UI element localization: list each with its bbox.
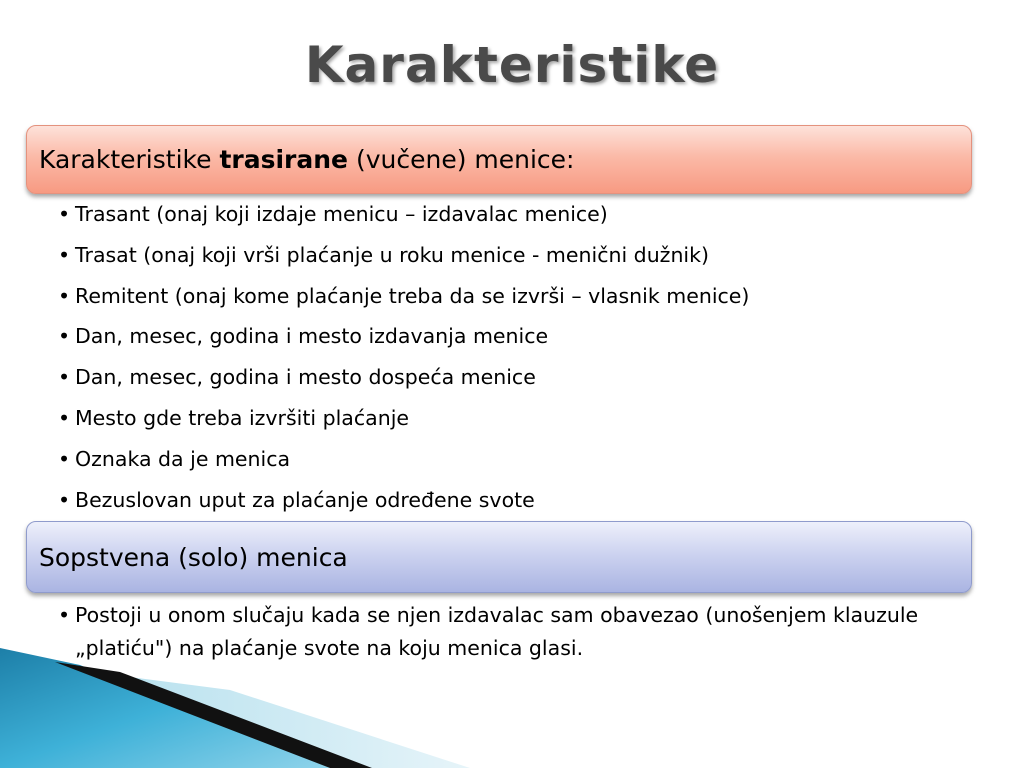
- list-item: • Postoji u onom slučaju kada se njen izdavalac sam obavezao (unošenjem klauzule „platiću") na plaćanje svote na koju menica glasi.: [58, 603, 919, 660]
- list-item: • Dan, mesec, godina i mesto izdavanja menice: [58, 324, 549, 349]
- section-header-text: Sopstvena (solo) menica: [39, 542, 348, 572]
- list-item: • Trasant (onaj koji izdaje menicu – izdavalac menice): [58, 202, 608, 226]
- list-item: • Dan, mesec, godina i mesto dospeća menice: [58, 365, 536, 390]
- list-item: • Oznaka da je menica: [58, 446, 291, 471]
- list-item: • Bezuslovan uput za plaćanje određene svote: [58, 487, 535, 512]
- section-header-bold: trasirane: [219, 145, 349, 174]
- list-item: • Mesto gde treba izvršiti plaćanje: [58, 405, 409, 430]
- list-item: • Remitent (onaj kome plaćanje treba da se izvrši – vlasnik menice): [58, 283, 750, 308]
- list-item: • Trasat (onaj koji vrši plaćanje u roku menice - menični dužnik): [58, 242, 709, 267]
- slide-title: Karakteristike: [304, 36, 720, 94]
- section-header-text: Karakteristike trasirane (vučene) menice:: [39, 145, 575, 174]
